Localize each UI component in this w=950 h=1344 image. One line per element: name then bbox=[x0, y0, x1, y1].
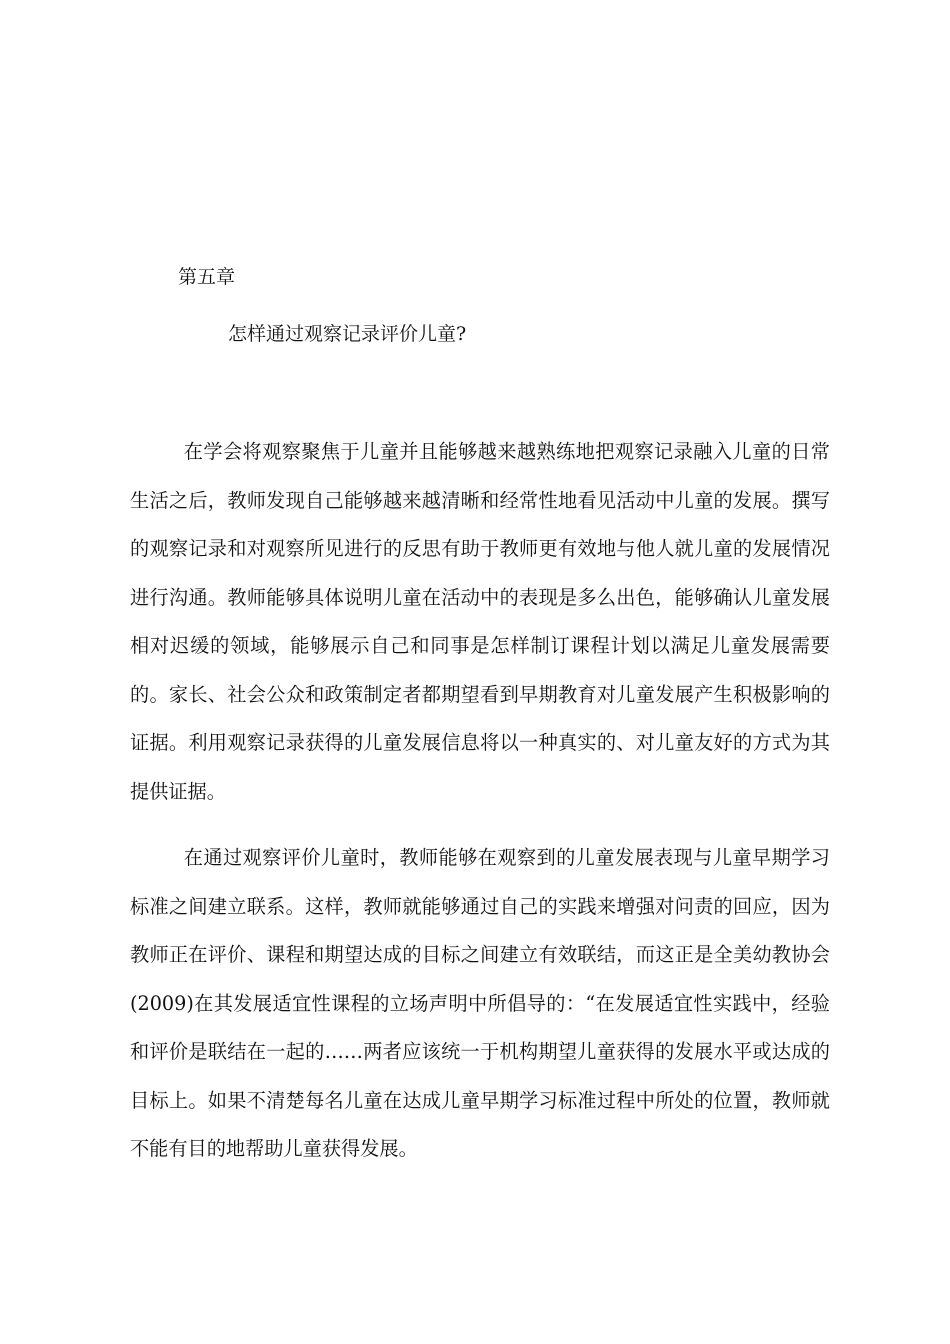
body-paragraph-block-1 bbox=[130, 428, 830, 816]
body-paragraph-block-2 bbox=[130, 834, 830, 1174]
chapter-title: 怎样通过观察记录评价儿童? bbox=[228, 323, 467, 345]
chapter-label: 第五章 bbox=[178, 266, 236, 288]
body-paragraph: 在学会将观察聚焦于儿童并且能够越来越熟练地把观察记录融入儿童的日常生活之后，教师发现自己能够越来越清晰和经常性地看见活动中儿童的发展。撰写的观察记录和对观察所见进行的反思有助于教师更有效地与他人就儿童的发展情况进行沟通。教师能够具体说明儿童在活动中的表现是多么出色，能够确认儿童发展相对迟缓的领域，能够展示自己和同事是怎样制订课程计划以满足儿童发展需要的。家长、社会公众和政策制定者都期望看到早期教育对儿童发展产生积极影响的证据。利用观察记录获得的儿童发展信息将以一种真实的、对儿童友好的方式为其提供证据。 bbox=[130, 440, 830, 803]
body-paragraph: 在通过观察评价儿童时，教师能够在观察到的儿童发展表现与儿童早期学习标准之间建立联系。这样，教师就能够通过自己的实践来增强对问责的回应，因为教师正在评价、课程和期望达成的目标之间建立有效联结，而这正是全美幼教协会(2009)在其发展适宜性课程的立场声明中所倡导的：“在发展适宜性实践中，经验和评价是联结在一起的……两者应该统一于机构期望儿童获得的发展水平或达成的目标上。如果不清楚每名儿童在达成儿童早期学习标准过程中所处的位置，教师就不能有目的地帮助儿童获得发展。 bbox=[130, 846, 830, 1160]
